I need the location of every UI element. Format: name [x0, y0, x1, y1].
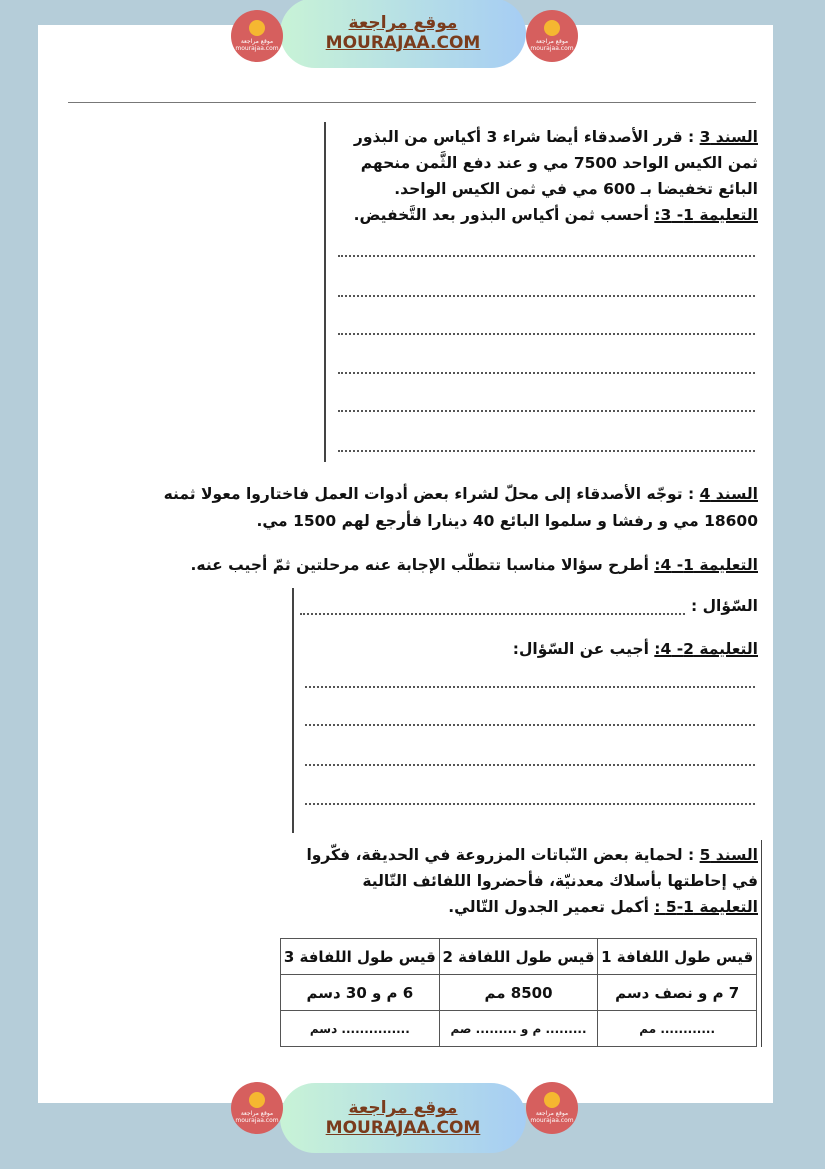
badge-text: موقع مراجعة mourajaa.com: [235, 1110, 279, 1124]
answer-cell[interactable]: ............... دسم: [281, 1011, 440, 1047]
site-name-en: MOURAJAA.COM: [325, 33, 481, 53]
sanad3-line2: ثمن الكيس الواحد 7500 مي و عند دفع الثَّمن منحهم: [360, 154, 758, 172]
site-name-ar: موقع مراجعة: [348, 1098, 458, 1118]
logo-badge-left: [231, 10, 283, 62]
site-banner-top[interactable]: [280, 0, 526, 68]
logo-badge-left: [231, 1082, 283, 1134]
table-header: قيس طول اللفافة 3: [281, 939, 440, 975]
question-input-line[interactable]: [300, 613, 685, 615]
table-cell: 6 م و 30 دسم: [281, 975, 440, 1011]
coil-length-table: [280, 938, 757, 1047]
answer-cell[interactable]: ............ مم: [598, 1011, 757, 1047]
badge-text: موقع مراجعة mourajaa.com: [530, 38, 574, 52]
sanad3-line1: السند 3 : قرر الأصدقاء أيضا شراء 3 أكياس من البذور: [353, 128, 758, 146]
sanad3-task: التعليمة 1- 3: أحسب ثمن أكياس البذور بعد التَّخفيض.: [353, 206, 758, 224]
column-divider: [324, 122, 326, 462]
answer-line[interactable]: [338, 255, 755, 257]
badge-text: موقع مراجعة mourajaa.com: [530, 1110, 574, 1124]
table-header: قيس طول اللفافة 1: [598, 939, 757, 975]
margin-line: [761, 840, 762, 1047]
site-name-ar: موقع مراجعة: [348, 13, 458, 33]
table-cell: 7 م و نصف دسم: [598, 975, 757, 1011]
sanad3-line3: البائع تخفيضا بـ 600 مي في ثمن الكيس الواحد.: [394, 180, 758, 198]
answer-line[interactable]: [338, 333, 755, 335]
table-row: [281, 1011, 757, 1047]
answer-line[interactable]: [338, 410, 755, 412]
answer-cell[interactable]: ......... م و ......... صم: [439, 1011, 598, 1047]
answer-line[interactable]: [338, 372, 755, 374]
answer-line[interactable]: [338, 295, 755, 297]
logo-icon: [544, 20, 560, 36]
table-header-row: [281, 939, 757, 975]
answer-line[interactable]: [305, 764, 755, 766]
table-cell: 8500 مم: [439, 975, 598, 1011]
logo-icon: [249, 1092, 265, 1108]
answer-line[interactable]: [338, 450, 755, 452]
logo-badge-right: [526, 10, 578, 62]
sanad4-line2: 18600 مي و رفشا و سلموا البائع 40 دينارا فأرجع لهم 1500 مي.: [256, 512, 758, 530]
sanad5-line2: في إحاطتها بأسلاك معدنيّة، فأحضروا اللفائف التّالية: [362, 872, 758, 890]
answer-line[interactable]: [305, 724, 755, 726]
sanad5-task: التعليمة 1-5 : أكمل تعمير الجدول التّالي.: [448, 898, 758, 916]
table-header: قيس طول اللفافة 2: [439, 939, 598, 975]
divider: [68, 102, 756, 103]
badge-text: موقع مراجعة mourajaa.com: [235, 38, 279, 52]
logo-icon: [544, 1092, 560, 1108]
site-banner-bottom[interactable]: [280, 1083, 526, 1153]
site-name-en: MOURAJAA.COM: [325, 1118, 481, 1138]
logo-icon: [249, 20, 265, 36]
column-divider: [292, 588, 294, 833]
logo-badge-right: [526, 1082, 578, 1134]
question-label: السّؤال :: [691, 597, 758, 615]
answer-line[interactable]: [305, 686, 755, 688]
sanad5-line1: السند 5 : لحماية بعض النّباتات المزروعة في الحديقة، فكّروا: [306, 846, 758, 864]
sanad4-task1: التعليمة 1- 4: أطرح سؤالا مناسبا تتطلّب الإجابة عنه مرحلتين ثمّ أجيب عنه.: [190, 556, 758, 574]
answer-line[interactable]: [305, 803, 755, 805]
table-row: [281, 975, 757, 1011]
sanad4-line1: السند 4 : توجّه الأصدقاء إلى محلّ لشراء بعض أدوات العمل فاختاروا معولا ثمنه: [163, 485, 758, 503]
sanad4-task2: التعليمة 2- 4: أجيب عن السّؤال:: [512, 640, 758, 658]
